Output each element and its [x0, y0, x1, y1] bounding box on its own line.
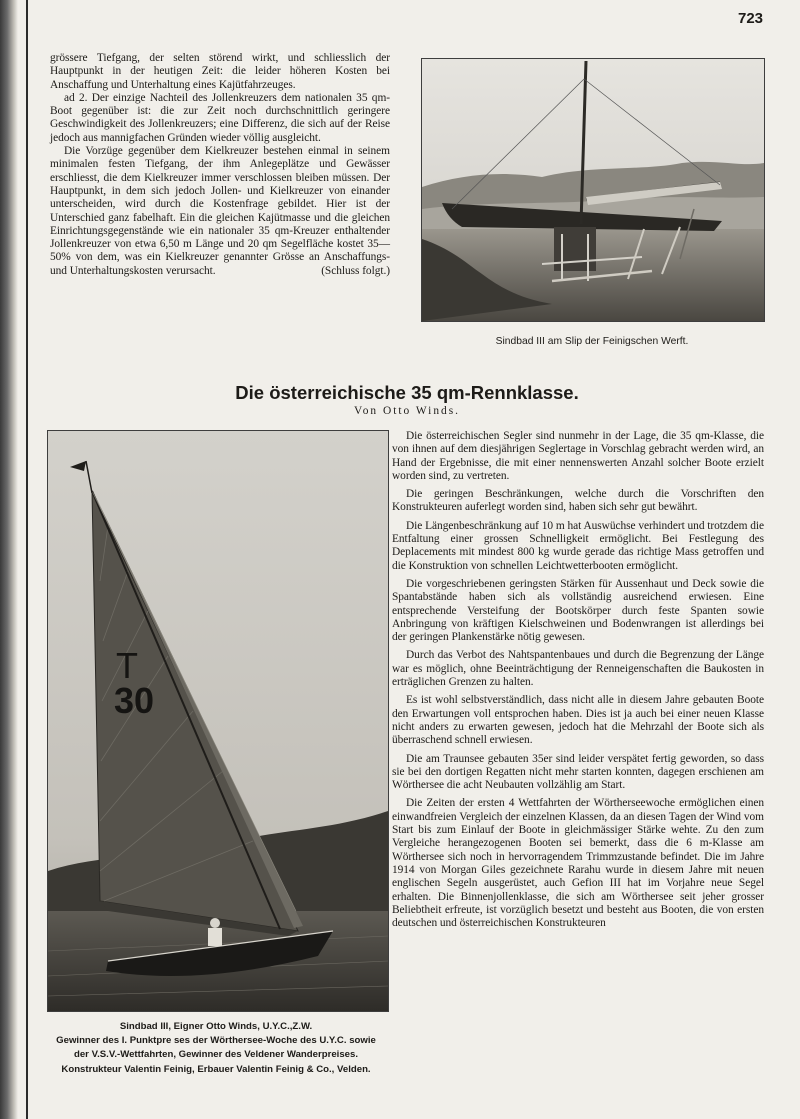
continued-article-column	[50, 52, 390, 278]
article-paragraph-2: Die geringen Beschränkungen, welche durch die Vorschriften den Konstrukteuren auferlegt worden sind, haben sich sehr gut bewährt.	[392, 488, 764, 514]
to-be-continued-note: (Schluss folgt.)	[321, 264, 390, 277]
binding-edge-line	[26, 0, 28, 1119]
article-body-column	[392, 430, 764, 935]
continued-paragraph-1: grössere Tiefgang, der selten störend wirkt, und schliesslich der Hauptpunkt in der heutigen Zeit: die leider höheren Kosten bei Anschaffung und Unterhaltung eines Kajütfahrzeuges.	[50, 52, 390, 91]
article-paragraph-3: Die Längenbeschränkung auf 10 m hat Auswüchse verhindert und trotzdem die Entfaltung einer grossen Schnelligkeit ermöglicht. Bei Festlegung des Deplacements mit mindest 800 kg wurde gerade das richtige Mass getroffen und die Konstruktion von schnellen Leichtwetterbooten ermöglicht.	[392, 519, 764, 572]
book-binding-shadow	[0, 0, 18, 1119]
caption-line-4: Konstrukteur Valentin Feinig, Erbauer Valentin Feinig & Co., Velden.	[61, 1063, 371, 1075]
article-paragraph-4: Die vorgeschriebenen geringsten Stärken für Aussenhaut und Deck sowie die Spantabstände haben sich als vollständig ausreichend erwiesen. Eine entsprechende Versteifung der Bootskörper durch feste Spanten sowie Anbringung von kräftigen Kielschweinen und Bodenwrangen ist allerdings bei der geringen Plankenstärke nötig gewesen.	[392, 577, 764, 644]
article-title: Die österreichische 35 qm-Rennklasse.	[235, 382, 579, 403]
continued-paragraph-2: ad 2. Der einzige Nachteil des Jollenkreuzers dem nationalen 35 qm-Boot gegenüber ist: die zur Zeit noch durchschnittlich geringere Geschwindigkeit des Jollenkreuzers; eine Differenz, die sich auf der Reise jedoch aus mannigfachen Gründen wieder völlig ausgleicht.	[50, 91, 390, 144]
caption-line-3: der V.S.V.-Wettfahrten, Gewinner des Veldener Wanderpreises.	[73, 1049, 358, 1061]
slipway-photo-illustration	[422, 59, 764, 321]
sail-mark-number: 30	[114, 680, 155, 721]
page-number: 723	[738, 10, 764, 27]
slipway-photo-caption: Sindbad III am Slip der Feinigschen Werft.	[495, 336, 689, 347]
article-paragraph-6: Es ist wohl selbstverständlich, dass nicht alle in diesem Jahre gebauten Boote den Erwartungen voll entsprochen haben. Dies ist ja auch bei einer neuen Klasse nicht anders zu erwarten gewesen, jedoch hat die Mehrzahl der Boote sich als überraschend schnell erwiesen.	[392, 694, 764, 747]
photo-boat-on-slipway	[421, 58, 765, 322]
sailboat-photo-illustration	[48, 431, 388, 1011]
continued-paragraph-3-text: Die Vorzüge gegenüber dem Kielkreuzer bestehen einmal in seinem minimalen festen Tiefgang, der ihm Anlegeplätze und Gewässer erschliesst, die dem Kielkreuzer immer verschlossen bleiben müssen. Der Hauptpunkt, in dem sich jedoch Jollen- und Kielkreuzer von einander unterscheiden, wird durch die Kostenfrage gebildet. Hier ist der Unterschied ganz fabelhaft. Ein die gleichen Kajütmasse und die gleichen Einrichtungsgegenstände wie ein nationaler 35 qm-Kreuzer enthaltender Jollenkreuzer von etwa 6,50 m Länge und 20 qm Segelfläche kostet 35—50% von dem, was ein Kielkreuzer genannter Grösse an Anschaffungs- und Unterhaltungskosten verursacht.	[50, 145, 390, 277]
sailboat-photo-caption	[40, 1020, 392, 1077]
article-paragraph-1: Die österreichischen Segler sind nunmehr in der Lage, die 35 qm-Klasse, die von ihnen auf dem diesjährigen Seglertage in Vorschlag gebracht werden wird, an Hand der Ergebnisse, die mit einer nennenswerten Anzahl solcher Boote erzielt worden sind, zu vertreten.	[392, 430, 764, 482]
article-paragraph-7: Die am Traunsee gebauten 35er sind leider verspätet fertig geworden, so dass sie bei den dortigen Regatten nicht mehr starten konnten, dagegen erschienen am Wörthersee die acht Neubauten vollzählig am Start.	[392, 752, 764, 792]
continued-paragraph-3	[50, 145, 390, 278]
photo-sailing-boat-t30	[47, 430, 389, 1012]
article-paragraph-5: Durch das Verbot des Nahtspantenbaues und durch die Begrenzung der Länge war es möglich, ohne Beeinträchtigung der Renneigenschaften die Baukosten in erträglichen Grenzen zu halten.	[392, 649, 764, 689]
article-paragraph-8: Die Zeiten der ersten 4 Wettfahrten der Wörtherseewoche ermöglichen einen einwandfreien Vergleich der einzelnen Klassen, da an diesen Tagen der Wind vom Start bis zum Einlauf der Boote in gleichmässiger Stärke wehte. Zu den zum Vergleiche herangezogenen Booten sei bemerkt, dass die 6 m-Klasse am Wörthersee sich noch in hervorragendem Trimmzustande befindet. Die im Jahre 1914 von Morgan Giles gezeichnete Rarahu wurde in diesem Jahre mit neuen englischen Segeln ausgerüstet, auch Gefion III hat im Vorjahre neue Segel erhalten. Die Binnenjollenklasse, die sich am Wörthersee seit jeher grosser Beliebtheit erfreute, ist vorzüglich besetzt und besteht aus Booten, die von ersten deutschen und österreichischen Konstrukteuren	[392, 797, 764, 930]
caption-line-1: Sindbad III, Eigner Otto Winds, U.Y.C.,Z.W.	[119, 1021, 313, 1032]
article-byline: Von Otto Winds.	[353, 405, 461, 417]
caption-line-2: Gewinner des I. Punktpre ses der Wörthersee-Woche des U.Y.C. sowie	[56, 1035, 376, 1047]
sail-mark-letter: T	[116, 645, 138, 686]
